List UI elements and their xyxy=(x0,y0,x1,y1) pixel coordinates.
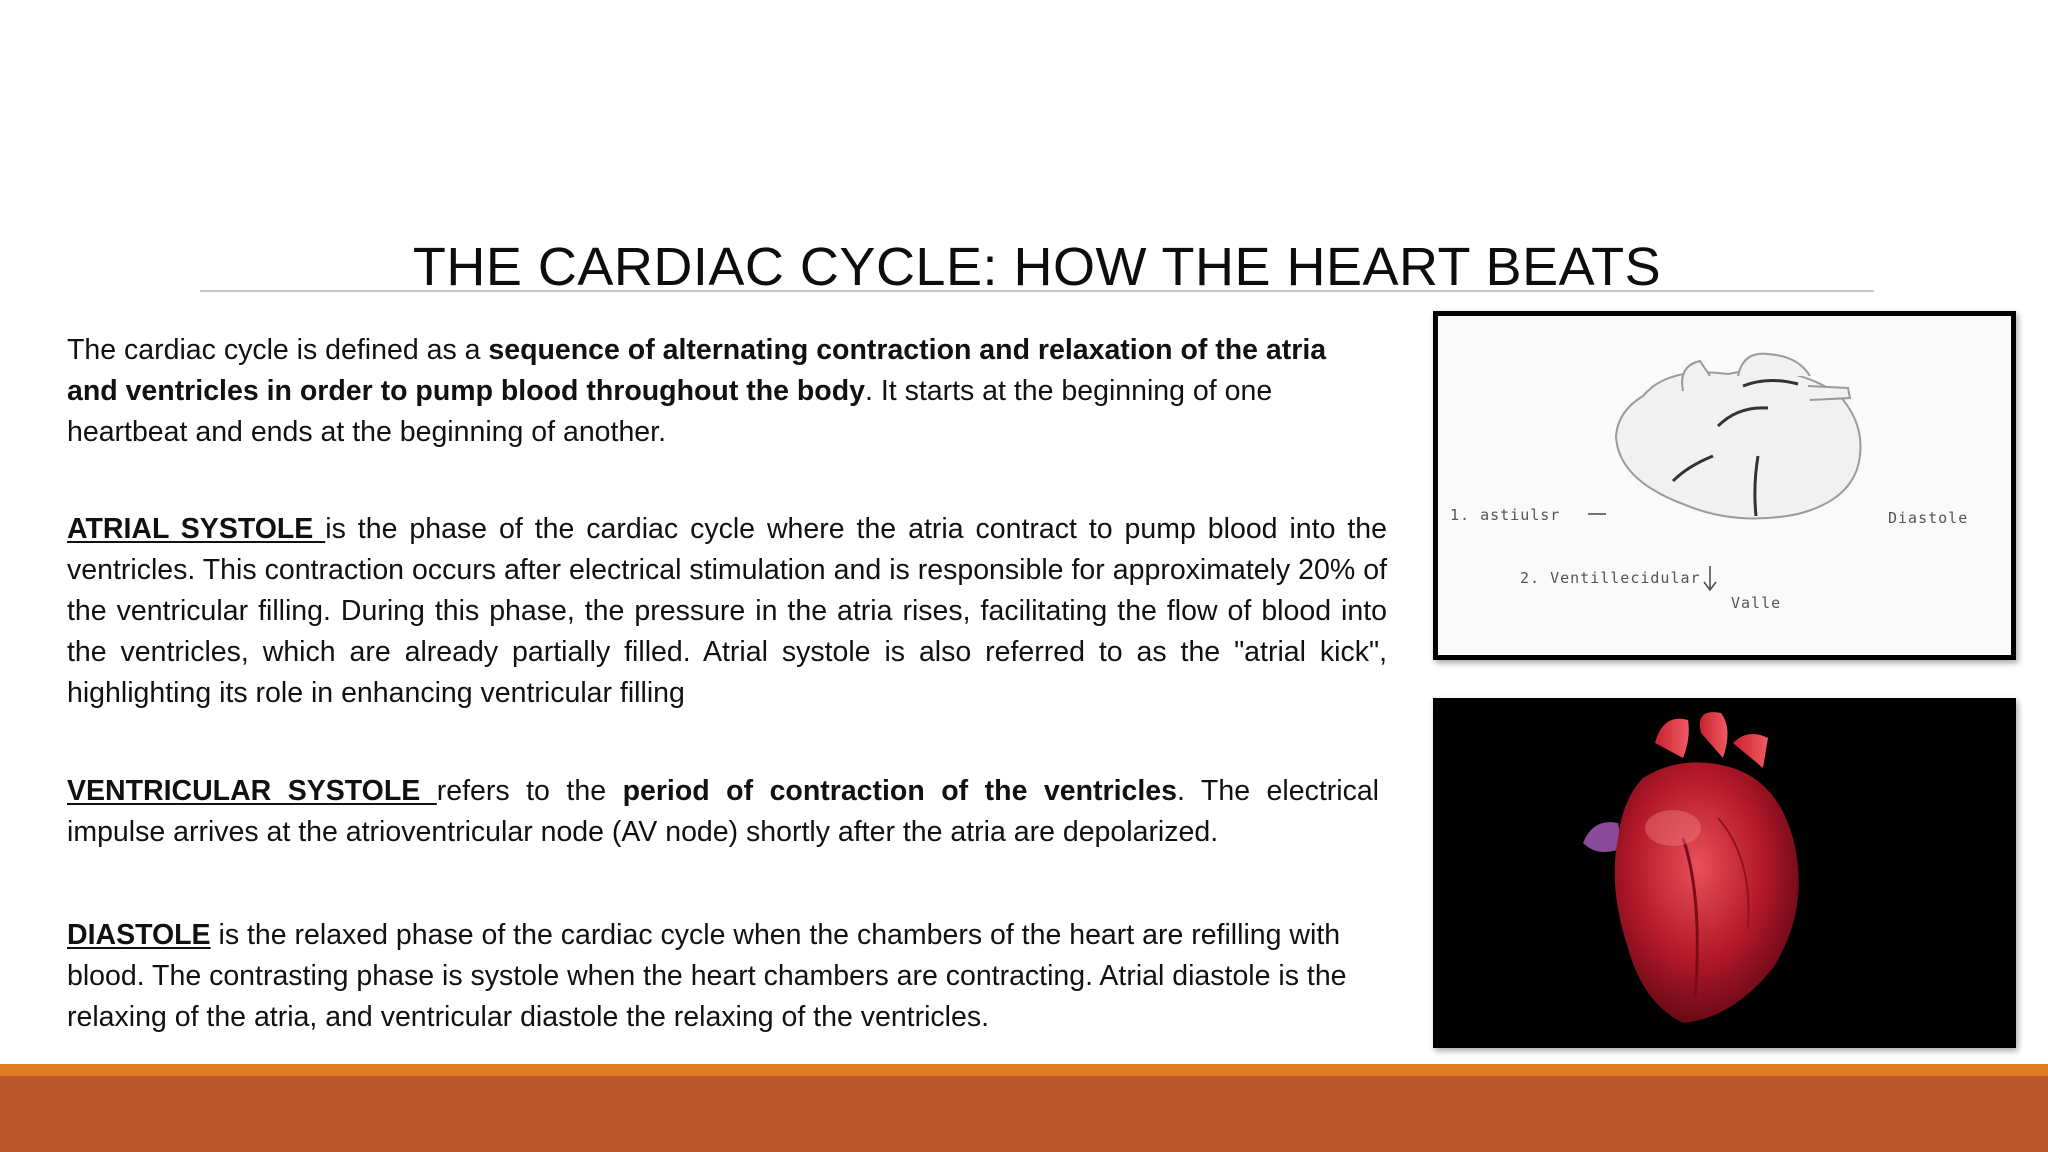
diastole-paragraph xyxy=(67,915,1387,1038)
heart-3d-image xyxy=(1433,698,2016,1048)
sketch-label-3: Valle xyxy=(1731,594,1782,612)
ventricular-systole-bold: period of contraction of the ventricles xyxy=(622,775,1178,807)
sketch-label-2: 2. Ventillecidular xyxy=(1520,569,1701,587)
ventricular-systole-paragraph xyxy=(67,771,1379,853)
diastole-text: is the relaxed phase of the cardiac cycle when the chambers of the heart are refilling with blood. The contrasting phase is systole when the heart chambers are contracting. Atrial diastole is the relaxing of the atria, and ventricular diastole the relaxing of the ventricles. xyxy=(67,919,1347,1033)
footer-band-rust xyxy=(0,1076,2048,1152)
ventricular-systole-text-1: refers to the xyxy=(436,775,623,807)
footer-band-orange xyxy=(0,1064,2048,1076)
heart-3d-drawing xyxy=(1433,698,2016,1048)
atrial-systole-text: is the phase of the cardiac cycle where the atria contract to pump blood into the ventricles. This contraction occurs after electrical stimulation and is responsible for approximately 20% of the ventricular filling. During this phase, the pressure in the atria rises, facilitating the flow of blood into the ventricles, which are already partially filled. Atrial systole is also referred to as the "atrial kick", highlighting its role in enhancing ventricular filling xyxy=(67,513,1387,709)
intro-text-2: . It starts at the beginning of one heartbeat and ends at the beginning of another. xyxy=(67,375,1273,448)
atrial-systole-paragraph xyxy=(67,509,1387,714)
sketch-label-1: 1. astiulsr xyxy=(1450,506,1561,524)
heart-sketch-drawing xyxy=(1438,316,2011,655)
ventricular-systole-term: VENTRICULAR SYSTOLE xyxy=(67,775,437,807)
slide-title: THE CARDIAC CYCLE: HOW THE HEART BEATS xyxy=(412,237,1662,297)
atrial-systole-term: ATRIAL SYSTOLE xyxy=(67,513,326,545)
ventricular-systole-text-2: . The electrical impulse arrives at the atrioventricular node (AV node) shortly after the atria are depolarized. xyxy=(67,775,1380,848)
diastole-term: DIASTOLE xyxy=(67,919,211,951)
intro-bold: sequence of alternating contraction and relaxation of the atria and ventricles in order to pump blood throughout the body xyxy=(67,334,1327,407)
title-divider xyxy=(200,290,1874,292)
heart-sketch-image xyxy=(1433,311,2016,660)
intro-paragraph xyxy=(67,330,1367,453)
sketch-label-4: Diastole xyxy=(1888,509,1969,527)
intro-text-1: The cardiac cycle is defined as a xyxy=(67,334,489,366)
